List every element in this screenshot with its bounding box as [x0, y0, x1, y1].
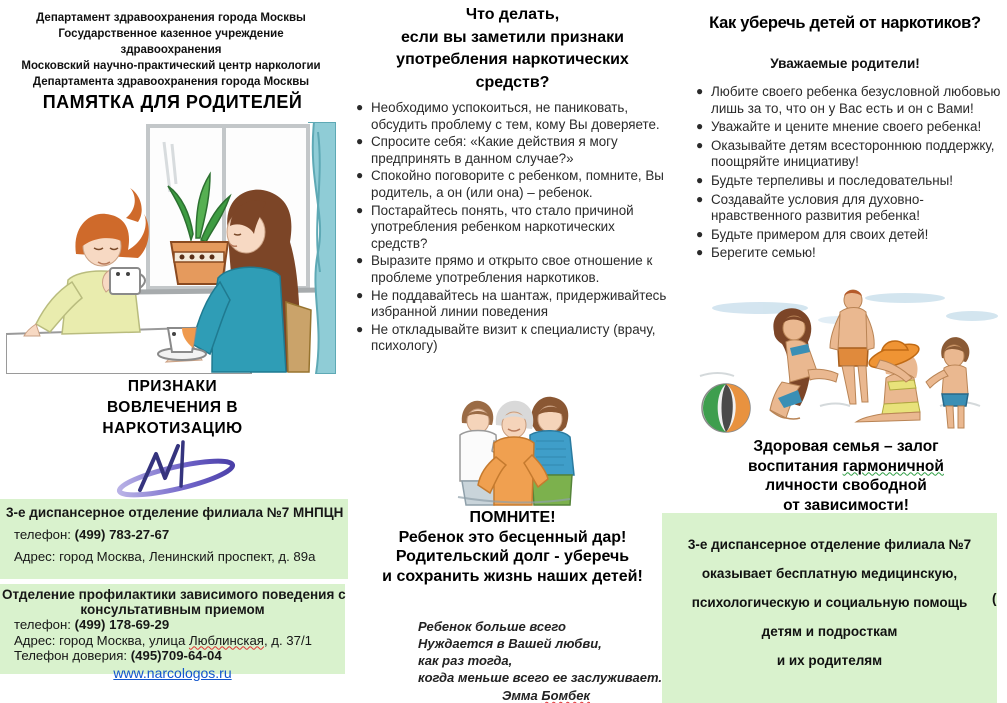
page-title: ПАМЯТКА ДЛЯ РОДИТЕЛЕЙ	[42, 92, 303, 112]
family-beach-illustration	[690, 286, 1002, 436]
list-item: ● Будьте терпеливы и последовательны!	[696, 172, 953, 188]
list-item: ● Постарайтесь понять, что стало причиной употребления ребенком наркотических средств?	[356, 202, 634, 251]
what-to-do-heading: Что делать, если вы заметили признаки употребления наркотических средств?	[396, 6, 629, 91]
org-line: Департамента здравоохранения города Москвы	[32, 76, 310, 88]
clinic-address: Адрес: город Москва, улица Люблинская, д. 37/1	[14, 632, 312, 648]
dear-parents-subheading: Уважаемые родители!	[770, 56, 920, 71]
cutoff-text-fragment: (	[992, 591, 997, 606]
bullet-icon: ●	[696, 245, 704, 260]
bullet-icon: ●	[356, 253, 364, 268]
protect-children-heading: Как уберечь детей от наркотиков?	[709, 14, 981, 32]
list-item: ● Спокойно поговорите с ребенком, помните, Вы родитель, а он (или она) – ребенок.	[356, 168, 664, 200]
quote-author: Эмма Бомбек	[501, 688, 591, 703]
chair	[286, 302, 311, 372]
hotline-phone: Телефон доверия: (495)709-64-04	[14, 648, 222, 663]
bullet-icon: ●	[696, 191, 704, 206]
clinic-name: Отделение профилактики зависимого поведения с	[2, 587, 346, 602]
what-to-do-list	[352, 100, 675, 356]
clinic-contact-box-2	[0, 584, 346, 681]
org-line: здравоохранения	[120, 44, 222, 56]
beach-ball	[702, 384, 750, 432]
list-item: ● Выразите прямо и открыто свое отношение к проблеме употребления наркотиков.	[356, 253, 653, 285]
list-item: ● Будьте примером для своих детей!	[696, 226, 929, 242]
clinic-address: Адрес: город Москва, Ленинский проспект, д. 89а	[14, 549, 316, 564]
bullet-icon: ●	[356, 321, 364, 336]
list-item: ● Не поддавайтесь на шантаж, придерживайтесь избранной линии поведения	[356, 287, 667, 320]
healthy-family-slogan: Здоровая семья – залог воспитания гармоничной личности свободной от зависимости!	[748, 438, 944, 514]
list-item: ● Любите своего ребенка безусловной любовью лишь за то, что он у Вас есть и он с Вами!	[696, 84, 1001, 116]
list-item: ● Берегите семью!	[696, 245, 816, 261]
list-item: ● Спросите себя: «Какие действия я могу предпринять в данном случае?»	[356, 134, 618, 166]
clinic-phone: телефон: (499) 783-27-67	[14, 527, 170, 542]
bullet-icon: ●	[356, 168, 364, 183]
narcology-center-logo-icon	[110, 438, 240, 500]
mother-daughter-illustration	[6, 122, 336, 374]
bullet-icon: ●	[696, 84, 704, 98]
bullet-icon: ●	[356, 134, 364, 149]
older-boy	[530, 397, 574, 505]
org-line: Московский научно-практический центр наркологии	[21, 60, 321, 72]
bullet-icon: ●	[356, 100, 364, 114]
tea-cup	[110, 268, 145, 294]
org-line: Департамент здравоохранения города Москвы	[36, 12, 306, 24]
list-item: ● Необходимо успокоиться, не паниковать, обсудить проблему с тем, кому Вы доверяете.	[356, 100, 660, 132]
mother-figure-beach	[770, 308, 838, 419]
clinic-contact-box-1	[0, 499, 348, 579]
signs-heading: ПРИЗНАКИ ВОВЛЕЧЕНИЯ В НАРКОТИЗАЦИЮ	[102, 378, 243, 437]
advice-list	[692, 84, 1002, 264]
clinic-phone: телефон: (499) 178-69-29	[14, 617, 170, 632]
list-item: ● Уважайте и цените мнение своего ребенка!	[696, 119, 982, 135]
clinic-services-box: 3-е диспансерное отделение филиала №7 оказывает бесплатную медицинскую, психологическую и социальную помощь детям и подросткам и их родителям	[662, 513, 997, 703]
bullet-icon: ●	[696, 172, 704, 187]
website-link[interactable]: www.narcologos.ru	[113, 664, 232, 681]
remember-heading: ПОМНИТЕ! Ребенок это бесценный дар! Родительский долг - уберечь и сохранить жизнь наших детей!	[382, 509, 643, 585]
clinic-name: консультативным приемом	[80, 602, 265, 617]
list-item: ● Создавайте условия для духовно-нравственного развития ребенка!	[696, 191, 924, 224]
father-figure	[830, 290, 874, 404]
family-hug-illustration	[428, 385, 596, 507]
bullet-icon: ●	[356, 202, 364, 217]
organization-header	[12, 10, 330, 90]
clinic-name: 3-е диспансерное отделение филиала №7 МНПЦН	[6, 505, 344, 520]
toddler-figure	[926, 337, 969, 428]
list-item: ● Не откладывайте визит к специалисту (врачу, психологу)	[356, 321, 656, 354]
bullet-icon: ●	[356, 287, 364, 302]
org-line: Государственное казенное учреждение	[58, 28, 284, 40]
bullet-icon: ●	[696, 119, 704, 134]
list-item: ● Оказывайте детям всестороннюю поддержку, поощряйте инициативу!	[696, 137, 995, 170]
bullet-icon: ●	[696, 226, 704, 241]
quote-block: Ребенок больше всего Нуждается в Вашей любви, как раз тогда, когда меньше всего ее заслуживает. Эмма Бомбек	[418, 618, 674, 703]
bullet-icon: ●	[696, 137, 704, 152]
